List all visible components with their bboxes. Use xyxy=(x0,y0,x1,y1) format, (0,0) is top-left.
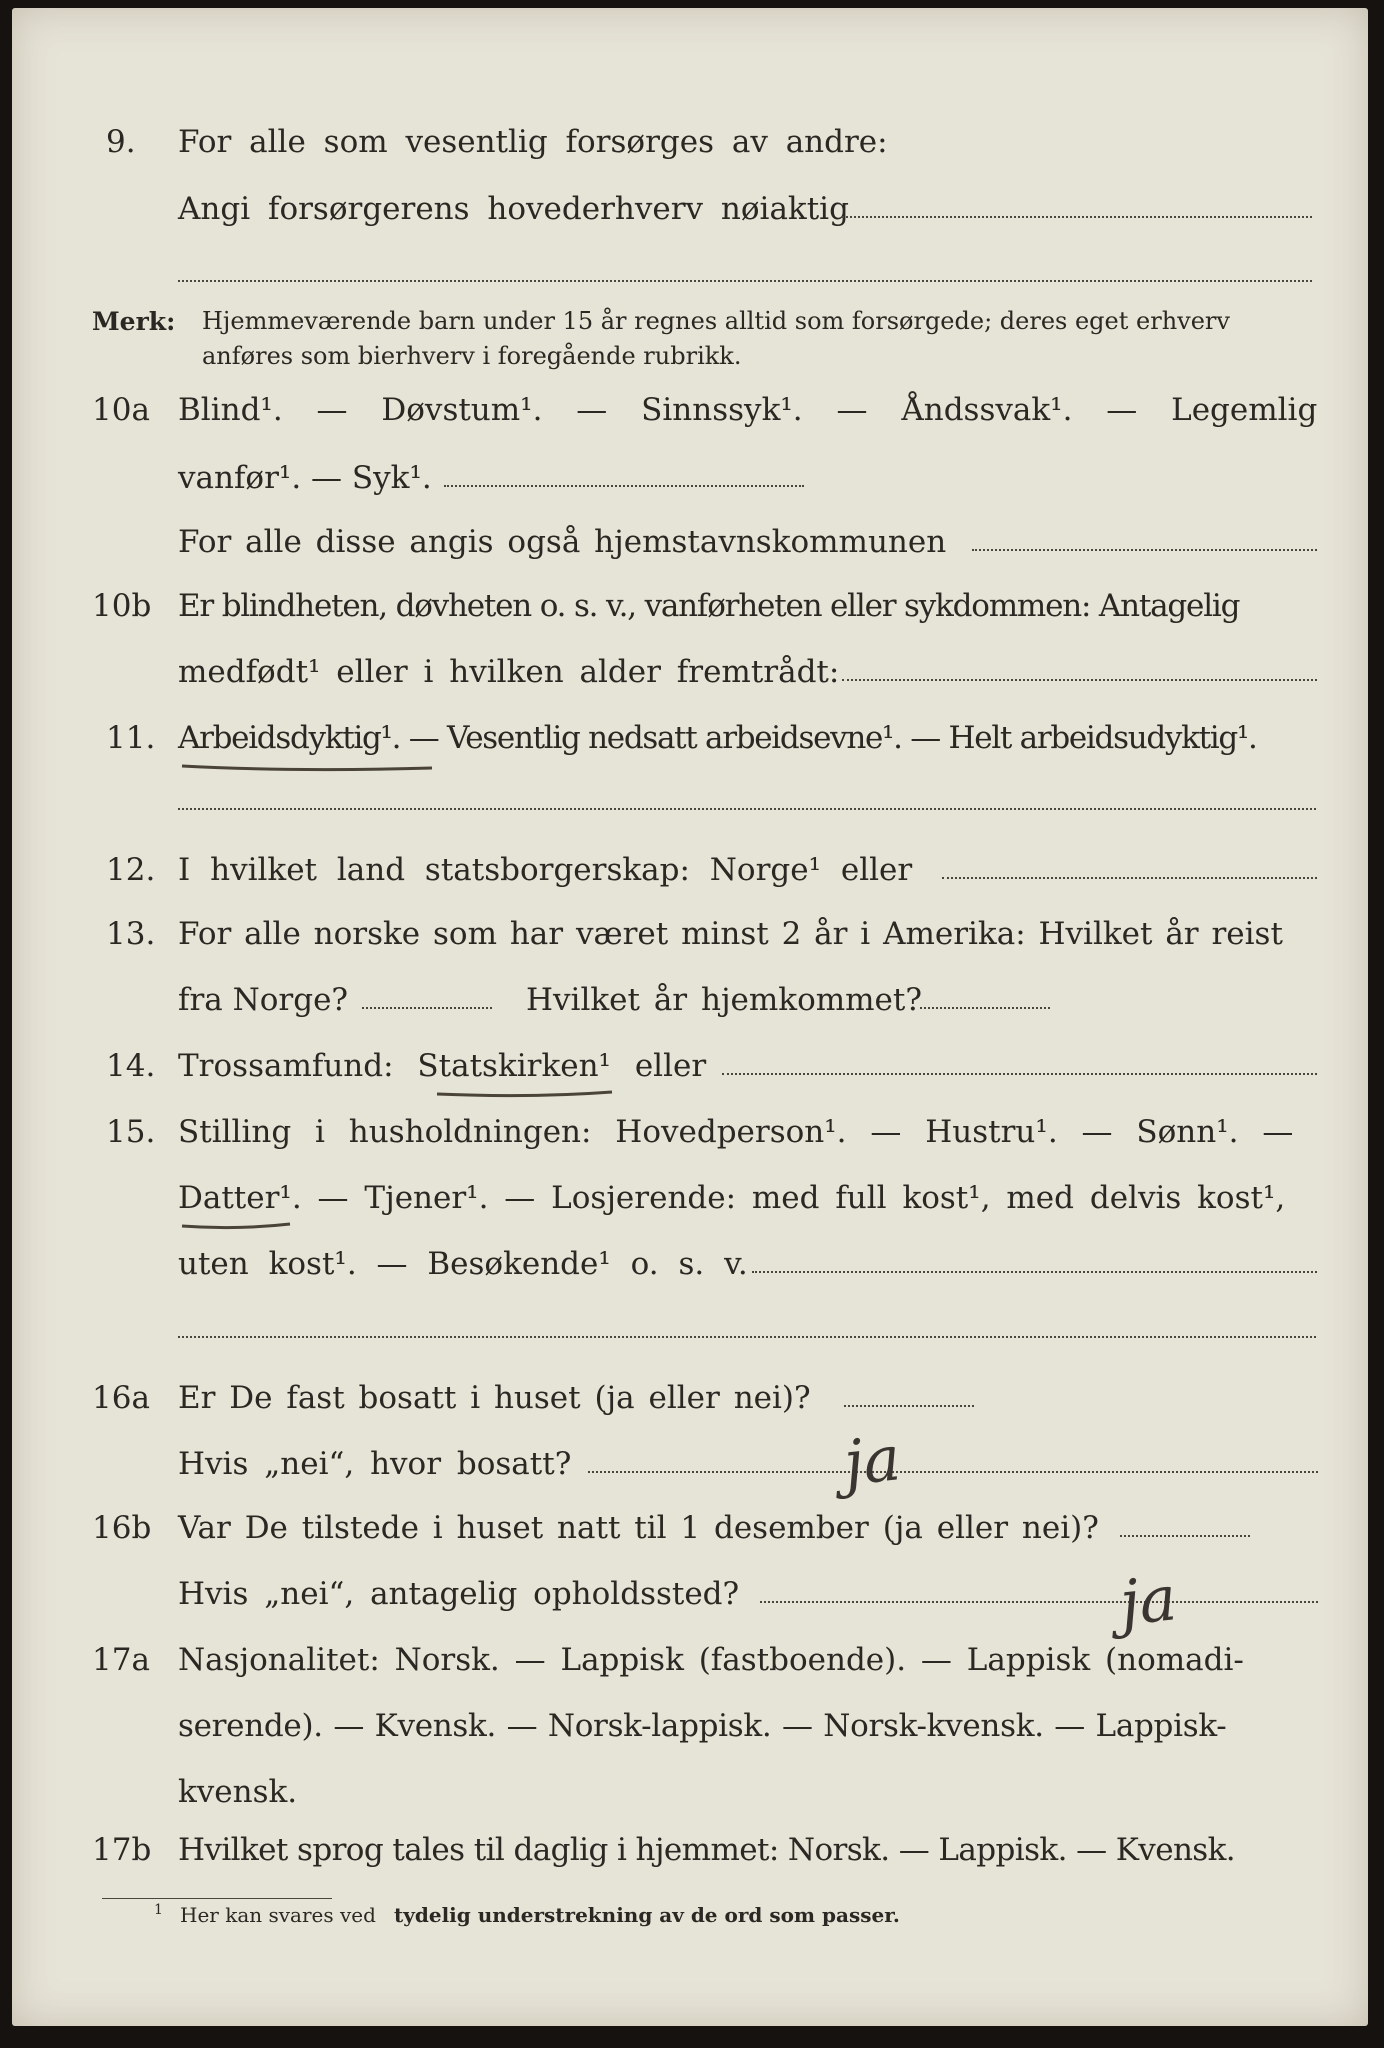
q16a-line1: Er De fast bosatt i huset (ja eller nei)? xyxy=(178,1380,811,1416)
q15-line2: Datter¹. — Tjener¹. — Losjerende: med full kost¹, med delvis kost¹, xyxy=(178,1180,1286,1216)
underline-statskirken xyxy=(437,1092,612,1096)
q16b-number: 16b xyxy=(92,1510,152,1546)
footnote-mark: 1 xyxy=(154,1902,163,1918)
q10a-line3: For alle disse angis også hjemstavnskommunen xyxy=(178,524,947,560)
q17a-line3: kvensk. xyxy=(178,1774,298,1810)
q16a-handwritten-answer: ja xyxy=(840,1421,904,1500)
q15-number: 15. xyxy=(106,1114,156,1150)
q16b-line2: Hvis „nei“, antagelig opholdssted? xyxy=(178,1576,740,1612)
q13-line2b: Hvilket år hjemkommet? xyxy=(526,982,922,1018)
q17b-number: 17b xyxy=(92,1832,152,1868)
q9-number: 9. xyxy=(106,124,136,160)
q17b-line1: Hvilket sprog tales til daglig i hjemmet: Norsk. — Lappisk. — Kvensk. xyxy=(178,1832,1236,1868)
q10b-line1: Er blindheten, døvheten o. s. v., vanførheten eller sykdommen: Antagelig xyxy=(178,588,1240,624)
footnote-text-normal: Her kan svares ved xyxy=(180,1903,376,1927)
underline-arbeidsdyktig xyxy=(182,766,432,770)
pencil-marks xyxy=(12,8,1368,2026)
q10a-number: 10a xyxy=(92,392,150,428)
q10b-line2: medfødt¹ eller i hvilken alder fremtrådt: xyxy=(178,654,840,690)
q14-number: 14. xyxy=(106,1048,156,1084)
q13-line2a: fra Norge? xyxy=(178,982,349,1018)
q10a-line1: Blind¹. — Døvstum¹. — Sinnssyk¹. — Åndssvak¹. — Legemlig xyxy=(178,392,1318,428)
q11-line1: Arbeidsdyktig¹. — Vesentlig nedsatt arbeidsevne¹. — Helt arbeidsudyktig¹. xyxy=(178,720,1257,756)
q14-line1: Trossamfund: Statskirken¹ eller xyxy=(178,1048,707,1084)
underline-datter xyxy=(182,1224,290,1228)
q10b-number: 10b xyxy=(92,588,152,624)
merk-line1: Hjemmeværende barn under 15 år regnes alltid som forsørgede; deres eget erhverv xyxy=(202,307,1230,335)
q17a-number: 17a xyxy=(92,1642,150,1678)
q17a-line1: Nasjonalitet: Norsk. — Lappisk (fastboende). — Lappisk (nomadi- xyxy=(178,1642,1244,1678)
q13-number: 13. xyxy=(106,916,156,952)
q17a-line2: serende). — Kvensk. — Norsk-lappisk. — Norsk-kvensk. — Lappisk- xyxy=(178,1708,1227,1744)
q12-line1: I hvilket land statsborgerskap: Norge¹ eller xyxy=(178,852,913,888)
census-form-page xyxy=(12,8,1368,2026)
q16a-number: 16a xyxy=(92,1380,150,1416)
q16b-line1: Var De tilstede i huset natt til 1 desember (ja eller nei)? xyxy=(178,1510,1099,1546)
q16a-line2: Hvis „nei“, hvor bosatt? xyxy=(178,1446,572,1482)
q10a-line2: vanfør¹. — Syk¹. xyxy=(178,460,432,496)
q15-line1: Stilling i husholdningen: Hovedperson¹. — Hustru¹. — Sønn¹. — xyxy=(178,1114,1294,1150)
q12-number: 12. xyxy=(106,852,156,888)
q16b-handwritten-answer: ja xyxy=(1116,1561,1180,1640)
merk-line2: anføres som bierhverv i foregående rubrikk. xyxy=(202,342,742,370)
q13-line1: For alle norske som har været minst 2 år i Amerika: Hvilket år reist xyxy=(178,916,1283,952)
q9-line1: For alle som vesentlig forsørges av andre: xyxy=(178,124,888,160)
q11-number: 11. xyxy=(106,720,156,756)
footnote-text-bold: tydelig understrekning av de ord som passer. xyxy=(394,1903,900,1927)
q9-line2: Angi forsørgerens hovederhverv nøiaktig xyxy=(178,191,849,227)
q15-line3: uten kost¹. — Besøkende¹ o. s. v. xyxy=(178,1246,748,1282)
merk-label: Merk: xyxy=(92,307,176,336)
